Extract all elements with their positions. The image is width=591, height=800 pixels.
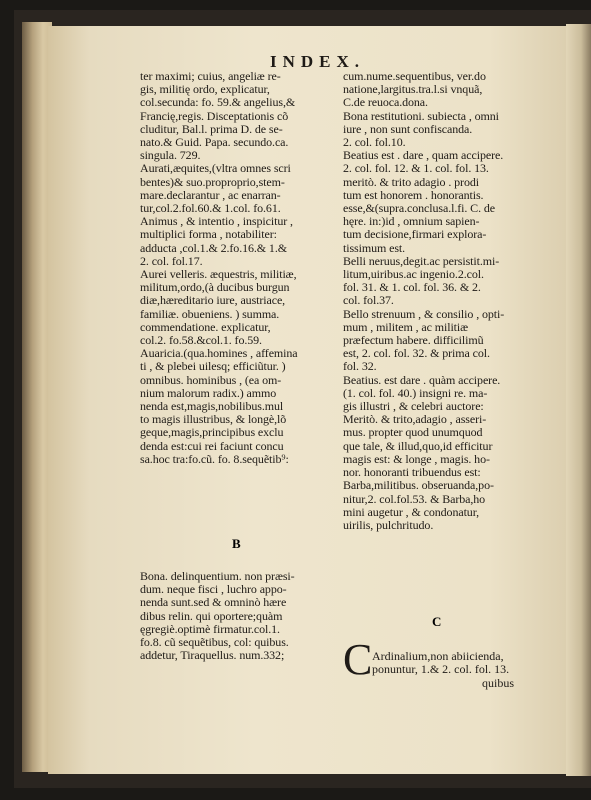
index-line: mus. propter quod unumquod xyxy=(343,425,483,440)
index-line: ter maximi; cuius, angeliæ re- xyxy=(140,69,281,83)
index-line: col.2. fo.58.&col.1. fo.59. xyxy=(140,333,262,348)
index-line: omnibus. hominibus , (ea om- xyxy=(140,372,282,387)
index-line: adducta ,col.1.& 2.fo.16.& 1.& xyxy=(140,240,287,255)
index-line: Auaricia.(qua.homines , affemina xyxy=(140,346,298,361)
index-line: nium malorum radix.) ammo xyxy=(140,385,277,400)
index-line: C.de reuoca.dona. xyxy=(343,95,428,110)
index-line: col. fol.37. xyxy=(343,293,394,308)
index-line: nor. honoranti tribuendus est: xyxy=(343,465,481,480)
catchword: quibus xyxy=(482,676,515,690)
index-line: geque,magis,principibus exclu xyxy=(140,425,284,440)
index-line: denda est:cui rei faciunt concu xyxy=(140,438,284,453)
index-line: ponuntur, 1.& 2. col. fol. 13. xyxy=(372,662,510,677)
index-line: gis illustri , & celebri auctore: xyxy=(343,399,484,414)
index-line: Ardinalium,non abiicienda, xyxy=(372,649,504,663)
index-line: cum.nume.sequentibus, ver.do xyxy=(343,69,486,83)
index-line: commendatione. explicatur, xyxy=(140,319,271,334)
index-line: addetur, Tiraquellus. num.332; xyxy=(140,648,285,663)
left-column-b xyxy=(140,570,338,662)
index-line: (1. col. fol. 40.) insigni re. ma- xyxy=(343,385,488,400)
index-line: est, 2. col. fol. 32. & prima col. xyxy=(343,346,490,361)
index-line: natione,largitus.tra.l.si vnquã, xyxy=(343,82,483,97)
index-line: Beatius. est dare . quàm accipere. xyxy=(343,372,501,387)
index-line: hęre. in:)id , omnium sapien- xyxy=(343,214,480,229)
index-line: ti , & plebei uilesq; efficiũtur. ) xyxy=(140,359,286,374)
index-line: mare.declarantur , ac enarran- xyxy=(140,187,281,202)
index-line: multiplici forma , notabiliter: xyxy=(140,227,277,242)
index-line: 2. col. fol.10. xyxy=(343,135,406,150)
index-line: Belli neruus,degit.ac persistit.mi- xyxy=(343,253,500,268)
index-line: Animus , & intentio , inspicitur , xyxy=(140,214,293,229)
index-line: dum. neque fisci , luchro appo- xyxy=(140,582,287,597)
index-line: cluditur, Bal.l. prima D. de se- xyxy=(140,121,283,136)
index-line: gis, militię ordo, explicatur, xyxy=(140,82,270,97)
index-line: nenda sunt.sed & omninò hære xyxy=(140,595,287,610)
index-line: Bona restitutioni. subiecta , omni xyxy=(343,108,499,123)
left-column xyxy=(140,70,338,466)
index-line: tum est honorem . honorantis. xyxy=(343,187,484,202)
dropcap-letter: C xyxy=(343,635,373,684)
index-line: mini augetur , & condonatur, xyxy=(343,504,480,519)
index-line: 2. col. fol. 12. & 1. col. fol. 13. xyxy=(343,161,489,176)
index-line: Bona. delinquentium. non præsi- xyxy=(140,569,295,583)
index-line: 2. col. fol.17. xyxy=(140,253,203,268)
index-line: ęgregiè.optimè firmatur.col.1. xyxy=(140,621,280,636)
index-line: Beatius est . dare , quam accipere. xyxy=(343,148,504,163)
index-line: fo.8. cũ sequẽtibus, col: quibus. xyxy=(140,635,289,650)
index-line: litum,uiribus.ac ingenio.2.col. xyxy=(343,267,484,282)
index-line: magis est: & longe , magis. ho- xyxy=(343,451,490,466)
index-line: mum , militem , ac militiæ xyxy=(343,319,469,334)
index-line: Francię,regis. Disceptationis cõ xyxy=(140,108,289,123)
index-line: Aurati,æquites,(vltra omnes scri xyxy=(140,161,291,176)
index-line: Bello strenuum , & consilio , opti- xyxy=(343,306,505,321)
index-line: que tale, & illud,quo,id efficitur xyxy=(343,438,493,453)
index-line: nato.& Guid. Papa. secundo.ca. xyxy=(140,135,289,150)
index-line: tum decisione,firmari explora- xyxy=(343,227,487,242)
index-line: singula. 729. xyxy=(140,148,201,163)
right-column xyxy=(343,70,545,532)
index-line: fol. 31. & 1. col. fol. 36. & 2. xyxy=(343,280,481,295)
index-line: fol. 32. xyxy=(343,359,377,374)
index-line: sa.hoc tra:fo.cũ. fo. 8.sequẽtib⁹: xyxy=(140,451,289,466)
index-line: nitur,2. col.fol.53. & Barba,ho xyxy=(343,491,486,506)
index-line: iure , non sunt confiscanda. xyxy=(343,121,473,136)
index-line: tissimum est. xyxy=(343,240,406,255)
index-line: Barba,militibus. obseruanda,po- xyxy=(343,478,494,493)
index-line: meritò. & trito adagio . prodi xyxy=(343,174,479,189)
index-line: tur,col.2.fol.60.& 1.col. fo.61. xyxy=(140,201,281,216)
index-line: bentes)& suo.proproprio,stem- xyxy=(140,174,285,189)
dropcap-text xyxy=(372,650,544,676)
running-head: INDEX. xyxy=(270,52,366,71)
index-line: Aurei velleris. æquestris, militiæ, xyxy=(140,267,297,282)
index-line: familiæ. obueniens. ) summa. xyxy=(140,306,280,321)
index-line: diæ,hæreditario iure, austriace, xyxy=(140,293,286,308)
index-line: uirilis, pulchritudo. xyxy=(343,517,434,532)
index-line: præfectum habere. difficilimũ xyxy=(343,333,484,348)
section-letter-c: C xyxy=(432,614,442,629)
facing-page-edge xyxy=(566,24,591,776)
index-line: to magis illustribus, & longè,lõ xyxy=(140,412,287,427)
index-line: militum,ordo,(à ducibus burgun xyxy=(140,280,290,295)
index-line: esse,&(supra.conclusa.l.fi. C. de xyxy=(343,201,495,216)
index-line: col.secunda: fo. 59.& angelius,& xyxy=(140,95,296,110)
index-line: Meritò. & trito,adagio , asseri- xyxy=(343,412,487,427)
index-line: dibus relin. qui oportere;quàm xyxy=(140,608,283,623)
section-letter-b: B xyxy=(232,536,241,551)
index-line: nenda est,magis,nobilibus.mul xyxy=(140,399,284,414)
